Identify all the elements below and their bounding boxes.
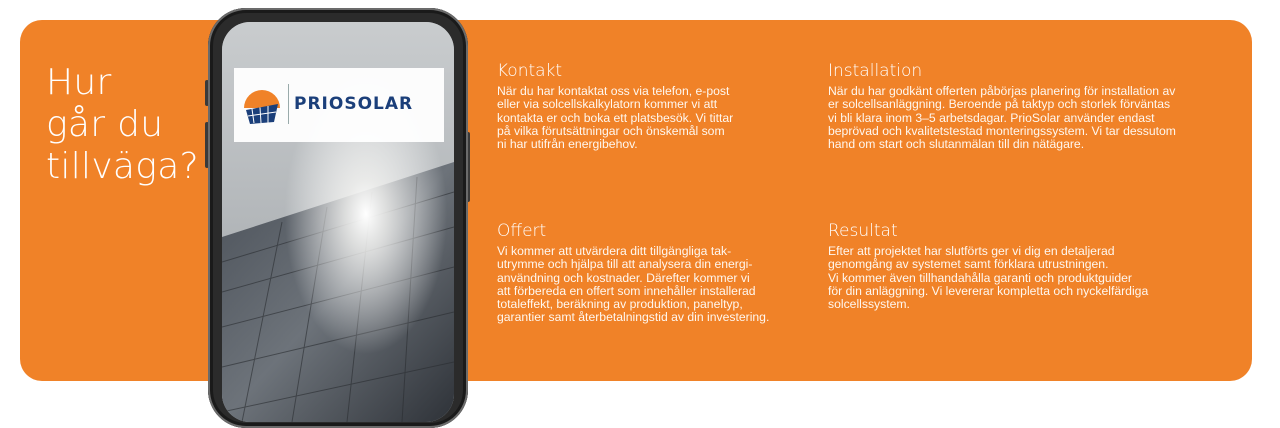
headline-line: går du	[46, 104, 164, 145]
body-line: beprövad och kvalitetstestad monteringssystem. Vi tar dessutom	[828, 123, 1176, 138]
section-title: Installation	[828, 61, 923, 81]
section-title: Kontakt	[497, 61, 563, 81]
logo-text: PRIOSOLAR	[294, 94, 414, 114]
body-line: Vi kommer att utvärdera ditt tillgängliga tak-	[497, 244, 732, 258]
section-body	[828, 85, 1238, 151]
body-line: genomgång av systemet samt förklara utrustningen.	[828, 257, 1109, 272]
body-line: solcellssystem.	[828, 297, 910, 312]
body-line: Efter att projektet har slutförts ger vi dig en detaljerad	[828, 244, 1115, 258]
body-line: Vi kommer även tillhandahålla garanti och produktguider	[828, 270, 1132, 285]
phone-screen	[222, 22, 454, 422]
headline-line: Hur	[46, 62, 112, 103]
body-line: eller via solcellskalkylatorn kommer vi att	[497, 97, 718, 112]
body-line: för din anläggning. Vi levererar kompletta och nyckelfärdiga	[828, 283, 1149, 298]
body-line: att förbereda en offert som innehåller installerad	[497, 283, 756, 298]
body-line: användning och kostnader. Därefter kommer vi	[497, 270, 750, 285]
section-title: Resultat	[828, 221, 898, 241]
section-body	[828, 245, 1238, 311]
body-line: totaleffekt, beräkning av produktion, paneltyp,	[497, 297, 743, 312]
solar-logo-icon	[240, 82, 284, 126]
section-kontakt	[497, 61, 797, 151]
body-line: garantier samt återbetalningstid av din investering.	[497, 310, 770, 325]
body-line: utrymme och hjälpa till att analysera din energi-	[497, 257, 753, 272]
body-line: När du har kontaktat oss via telefon, e-post	[497, 84, 730, 98]
body-line: kontakta er och boka ett platsbesök. Vi tittar	[497, 110, 734, 125]
logo-divider	[288, 84, 289, 124]
body-line: När du har godkänt offerten påbörjas planering för installation av	[828, 84, 1176, 98]
body-line: hand om start och slutanmälan till din nätägare.	[828, 137, 1085, 152]
body-line: vi bli klara inom 3–5 arbetsdagar. PrioSolar använder endast	[828, 110, 1155, 125]
headline	[46, 62, 216, 188]
section-offert	[497, 221, 817, 325]
body-line: er solcellsanläggning. Beroende på taktyp och storlek förväntas	[828, 97, 1171, 112]
body-line: ni har utifrån energibehov.	[497, 137, 638, 152]
section-resultat	[828, 221, 1238, 311]
section-body	[497, 85, 797, 151]
headline-line: tillväga?	[46, 146, 199, 187]
section-body	[497, 245, 817, 325]
section-installation	[828, 61, 1238, 151]
section-title: Offert	[497, 221, 547, 241]
body-line: på vilka förutsättningar och önskemål som	[497, 123, 725, 138]
priosolar-logo	[234, 68, 444, 142]
